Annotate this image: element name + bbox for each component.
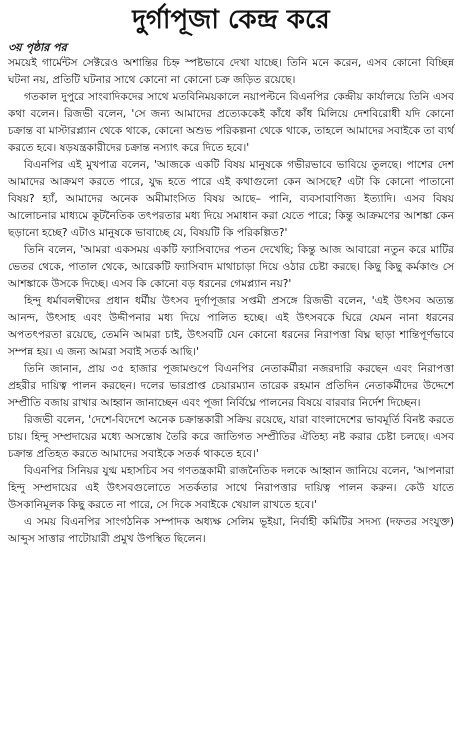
continued-from-label: ৩য় পৃষ্ঠার পর bbox=[8, 41, 67, 54]
article-paragraph: বিএনপির এই মুখপাত্র বলেন, 'আজকে একটি বিষয় মানুষকে গভীরভাবে ভাবিয়ে তুলছে। পাশের দেশ আমাদের আক্রমণ করতে পারে, যুদ্ধ হতে পারে এই কথাগুলো কেন আসছে? এটা কি কোনো পাতানো বিষয়? হ্যাঁ, আমাদের অনেক অমীমাংসিত বিষয় আছে– পানি, ব্যবসাবাণিজ্য ইত্যাদি। এসব বিষয় আলোচনার মাধ্যমে কূটনৈতিক তৎপরতার মধ্য দিয়ে সমাধান করা যেতে পারে; কিন্তু আক্রমণের আশঙ্কা কেন ছড়ানো হচ্ছে? এটাও মানুষকে ভাবাচ্ছে যে, বিষয়টি কি পরিকল্পিত?' bbox=[8, 159, 454, 239]
article-paragraph: রিজভী বলেন, 'দেশে-বিদেশে অনেক চক্রান্তকারী সক্রিয় রয়েছে, যারা বাংলাদেশের ভাবমূর্তি বিনষ্ট করতে চায়। হিন্দু সম্প্রদায়ের মধ্যে অসন্তোষ তৈরি করে জাতিগত সম্প্রীতির ঐতিহ্য নষ্ট করার চেষ্টা চলছে। এসব চক্রান্ত প্রতিহত করতে আমাদের সবাইকে সতর্ক থাকতে হবে।' bbox=[8, 414, 454, 460]
article-paragraph: বিএনপির সিনিয়র যুগ্ম মহাসচিব সব গণতন্ত্রকামী রাজনৈতিক দলকে আহ্বান জানিয়ে বলেন, 'আপনারা হিন্দু সম্প্রদায়ের এই উৎসবগুলোতে সতর্কতার সাথে নিরাপত্তার দায়িত্ব পালন করুন। কেউ যাতে উসকানিমূলক কিছু করতে না পারে, সে দিকে সবাইকে খেয়াল রাখতে হবে।' bbox=[8, 465, 454, 511]
article-paragraph: তিনি জানান, প্রায় ৩৫ হাজার পূজামণ্ডপে বিএনপির নেতাকর্মীরা নজরদারি করছেন এবং নিরাপত্তা প্রহরীর দায়িত্ব পালন করছেন। দলের ভারপ্রাপ্ত চেয়ারম্যান তারেক রহমান প্রতিদিন নেতাকর্মীদের উদ্দেশে সম্প্রীতি বজায় রাখার আহ্বান জানাচ্ছেন এবং পূজা নির্বিঘ্নে পালনের বিষয়ে বারবার নির্দেশ দিচ্ছেন। bbox=[8, 363, 454, 409]
headline: দুর্গাপূজা কেন্দ্র করে bbox=[132, 5, 330, 35]
article-paragraph: সময়েই গার্মেন্টস সেক্টরেও অশান্তির চিহ্ন স্পষ্টভাবে দেখা যাচ্ছে। তিনি মনে করেন, এসব কোনো বিচ্ছিন্ন ঘটনা নয়, প্রতিটি ঘটনার সাথে কোনো না কোনো চক্র জড়িত রয়েছে। bbox=[8, 57, 454, 86]
article-paragraph: হিন্দু ধর্মাবলম্বীদের প্রধান ধর্মীয় উৎসব দুর্গাপূজার সপ্তমী প্রসঙ্গে রিজভী বলেন, 'এই উৎসব অত্যন্ত আনন্দ, উৎসাহ এবং উদ্দীপনার মধ্য দিয়ে পালিত হচ্ছে। এই উৎসবকে ঘিরে যেমন নানা ধরনের অপতৎপরতা রয়েছে, তেমনি আমরা চাই, উৎসবটি যেন কোনো ধরনের নিরাপত্তা বিঘ্ন ছাড়া শান্তিপূর্ণভাবে সম্পন্ন হয়। এ জন্য আমরা সবাই সতর্ক আছি।' bbox=[8, 295, 454, 358]
article-paragraph: গতকাল দুপুরে সাংবাদিকদের সাথে মতবিনিময়কালে নয়াপল্টনে বিএনপির কেন্দ্রীয় কার্যালয়ে তিনি এসব কথা বলেন। রিজভী বলেন, 'সে জন্য আমাদের প্রত্যেককেই কাঁধে কাঁধ মিলিয়ে দেশবিরোধী যদি কোনো চক্রান্ত বা মাস্টারপ্ল্যান থেকে থাকে, কোনো অশুভ পরিকল্পনা থেকে থাকে, তাহলে আমাদের সবাইকে তা ব্যর্থ করতে হবে। ষড়যন্ত্রকারীদের চক্রান্ত নস্যাৎ করে দিতে হবে।' bbox=[8, 91, 454, 154]
article-paragraph: এ সময় বিএনপির সাংগঠনিক সম্পাদক অধ্যক্ষ সেলিম ভূইয়া, নির্বাহী কমিটির সদস্য (দফতর সংযুক্ত) আব্দুস সাত্তার পাটোয়ারী প্রমুখ উপস্থিত ছিলেন। bbox=[8, 516, 454, 545]
article-paragraph: তিনি বলেন, 'আমরা একসময় একটি ফ্যাসিবাদের পতন দেখেছি; কিন্তু আজ আবারো নতুন করে মাটির ভেতর থেকে, পাতাল থেকে, আরেকটি ফ্যাসিবাদ মাথাচাড়া দিয়ে ওঠার চেষ্টা করছে। কিছু কিছু কর্মকাণ্ড সে আশঙ্কাকে উসকে দিচ্ছে। এসব কি কোনো বড় ধরনের গেমপ্ল্যান নয়?' bbox=[8, 244, 454, 290]
article-body bbox=[8, 55, 454, 548]
